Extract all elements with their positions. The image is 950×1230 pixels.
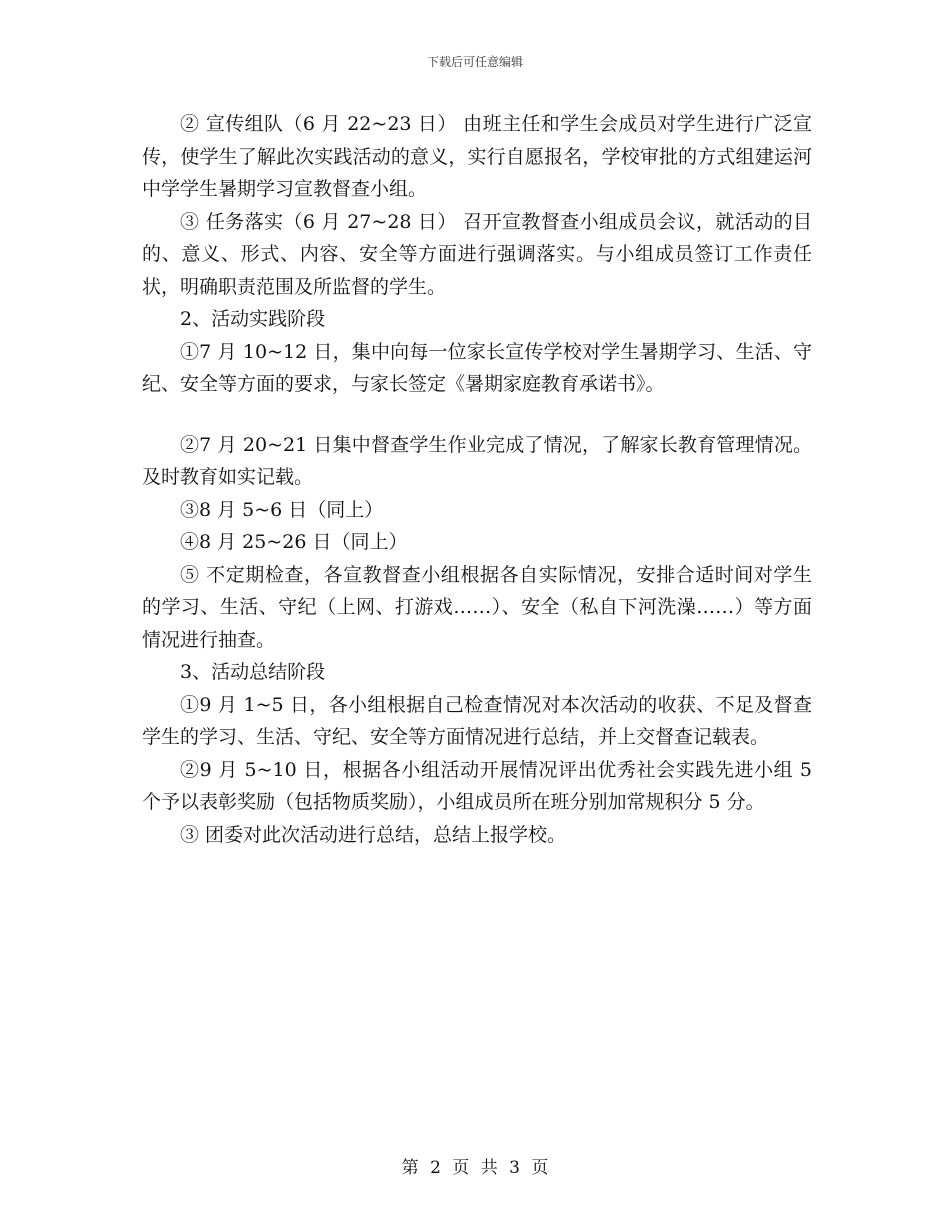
paragraph-aug-25-26: ④8 月 25~26 日（同上）: [180, 531, 408, 553]
document-body: [142, 108, 812, 851]
paragraph-group-summary: ①9 月 1~5 日，各小组根据自己检查情况对本次活动的收获、不足及督查学生的学习、生活、守纪、安全等方面情况进行总结，并上交督查记载表。: [142, 693, 812, 748]
page-header: 下载后可任意编辑: [426, 55, 523, 69]
paragraph-commendation: ②9 月 5~10 日，根据各小组活动开展情况评出优秀社会实践先进小组 5 个予以表彰奖励（包括物质奖励），小组成员所在班分别加常规积分 5 分。: [142, 758, 812, 813]
paragraph-random-inspection: ⑤ 不定期检查，各宣教督查小组根据各自实际情况，安排合适时间对学生的学习、生活、守纪（上网、打游戏……）、安全（私自下河洗澡……）等方面情况进行抽查。: [142, 563, 812, 651]
paragraph-task-implementation: ③ 任务落实（6 月 27~28 日） 召开宣教督查小组成员会议，就活动的目的、意义、形式、内容、安全等方面进行强调落实。与小组成员签订工作责任状，明确职责范围及所监督的学生。: [142, 210, 812, 298]
paragraph-publicity-team: ② 宣传组队（6 月 22~23 日） 由班主任和学生会成员对学生进行广泛宣传，使学生了解此次实践活动的意义，实行自愿报名，学校审批的方式组建运河中学学生暑期学习宣教督查小组。: [142, 113, 812, 200]
page-footer: 第 2 页 共 3 页: [401, 1158, 549, 1178]
section-heading-summary: 3、活动总结阶段: [180, 661, 326, 683]
section-heading-practice: 2、活动实践阶段: [180, 308, 326, 330]
paragraph-league-summary: ③ 团委对此次活动进行总结，总结上报学校。: [180, 823, 567, 846]
paragraph-homework-check: ②7 月 20~21 日集中督查学生作业完成了情况，了解家长教育管理情况。及时教育如实记载。: [142, 433, 812, 488]
paragraph-aug-5-6: ③8 月 5~6 日（同上）: [180, 498, 384, 521]
paragraph-parent-publicity: ①7 月 10~12 日，集中向每一位家长宣传学校对学生暑期学习、生活、守纪、安全等方面的要求，与家长签定《暑期家庭教育承诺书》。: [142, 340, 812, 395]
